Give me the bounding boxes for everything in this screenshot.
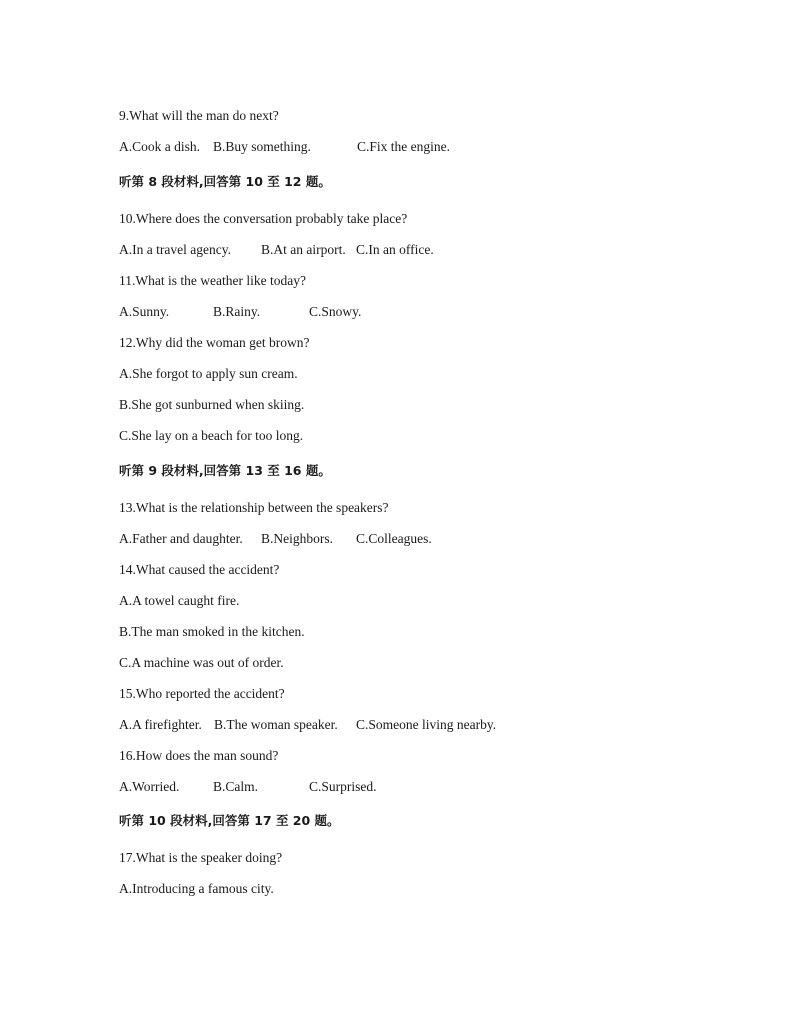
question-11-options	[119, 304, 361, 320]
option-b: B.Neighbors.	[261, 531, 333, 546]
option-c: C.In an office.	[356, 242, 434, 257]
option-a: A.Worried.	[119, 779, 180, 794]
option-c: C.A machine was out of order.	[119, 655, 284, 670]
section-heading-9: 听第 9 段材料,回答第 13 至 16 题。	[119, 463, 331, 478]
option-a: A.In a travel agency.	[119, 242, 231, 257]
option-a: A.Cook a dish.	[119, 139, 200, 154]
option-b: B.Rainy.	[213, 304, 261, 319]
question-10-options	[119, 242, 434, 258]
question-13: 13.What is the relationship between the speakers?	[119, 500, 389, 515]
option-c: C.Surprised.	[309, 779, 377, 794]
section-heading-10: 听第 10 段材料,回答第 17 至 20 题。	[119, 813, 340, 828]
option-a: A.A firefighter.	[119, 717, 202, 732]
option-c: C.Someone living nearby.	[356, 717, 497, 732]
option-c: C.Colleagues.	[356, 531, 432, 546]
option-b: B.Buy something.	[213, 139, 311, 154]
option-b: B.The man smoked in the kitchen.	[119, 624, 305, 639]
question-9-options	[119, 139, 450, 155]
question-15-options	[119, 717, 496, 733]
option-a: A.Sunny.	[119, 304, 170, 319]
question-13-options	[119, 531, 432, 547]
option-a: A.She forgot to apply sun cream.	[119, 366, 298, 381]
section-heading-8: 听第 8 段材料,回答第 10 至 12 题。	[119, 174, 331, 189]
option-a: A.Introducing a famous city.	[119, 881, 274, 896]
question-12: 12.Why did the woman get brown?	[119, 335, 310, 350]
question-9: 9.What will the man do next?	[119, 108, 279, 123]
option-c: C.Fix the engine.	[357, 139, 450, 154]
option-c: C.Snowy.	[309, 304, 362, 319]
question-16: 16.How does the man sound?	[119, 748, 279, 763]
option-b: B.Calm.	[213, 779, 259, 794]
question-10: 10.Where does the conversation probably take place?	[119, 211, 408, 226]
option-a: A.Father and daughter.	[119, 531, 243, 546]
option-a: A.A towel caught fire.	[119, 593, 240, 608]
question-16-options	[119, 779, 377, 795]
question-11: 11.What is the weather like today?	[119, 273, 306, 288]
question-15: 15.Who reported the accident?	[119, 686, 285, 701]
option-b: B.She got sunburned when skiing.	[119, 397, 305, 412]
option-c: C.She lay on a beach for too long.	[119, 428, 304, 443]
question-17: 17.What is the speaker doing?	[119, 850, 283, 865]
question-14: 14.What caused the accident?	[119, 562, 280, 577]
option-b: B.At an airport.	[261, 242, 346, 257]
option-b: B.The woman speaker.	[214, 717, 338, 732]
